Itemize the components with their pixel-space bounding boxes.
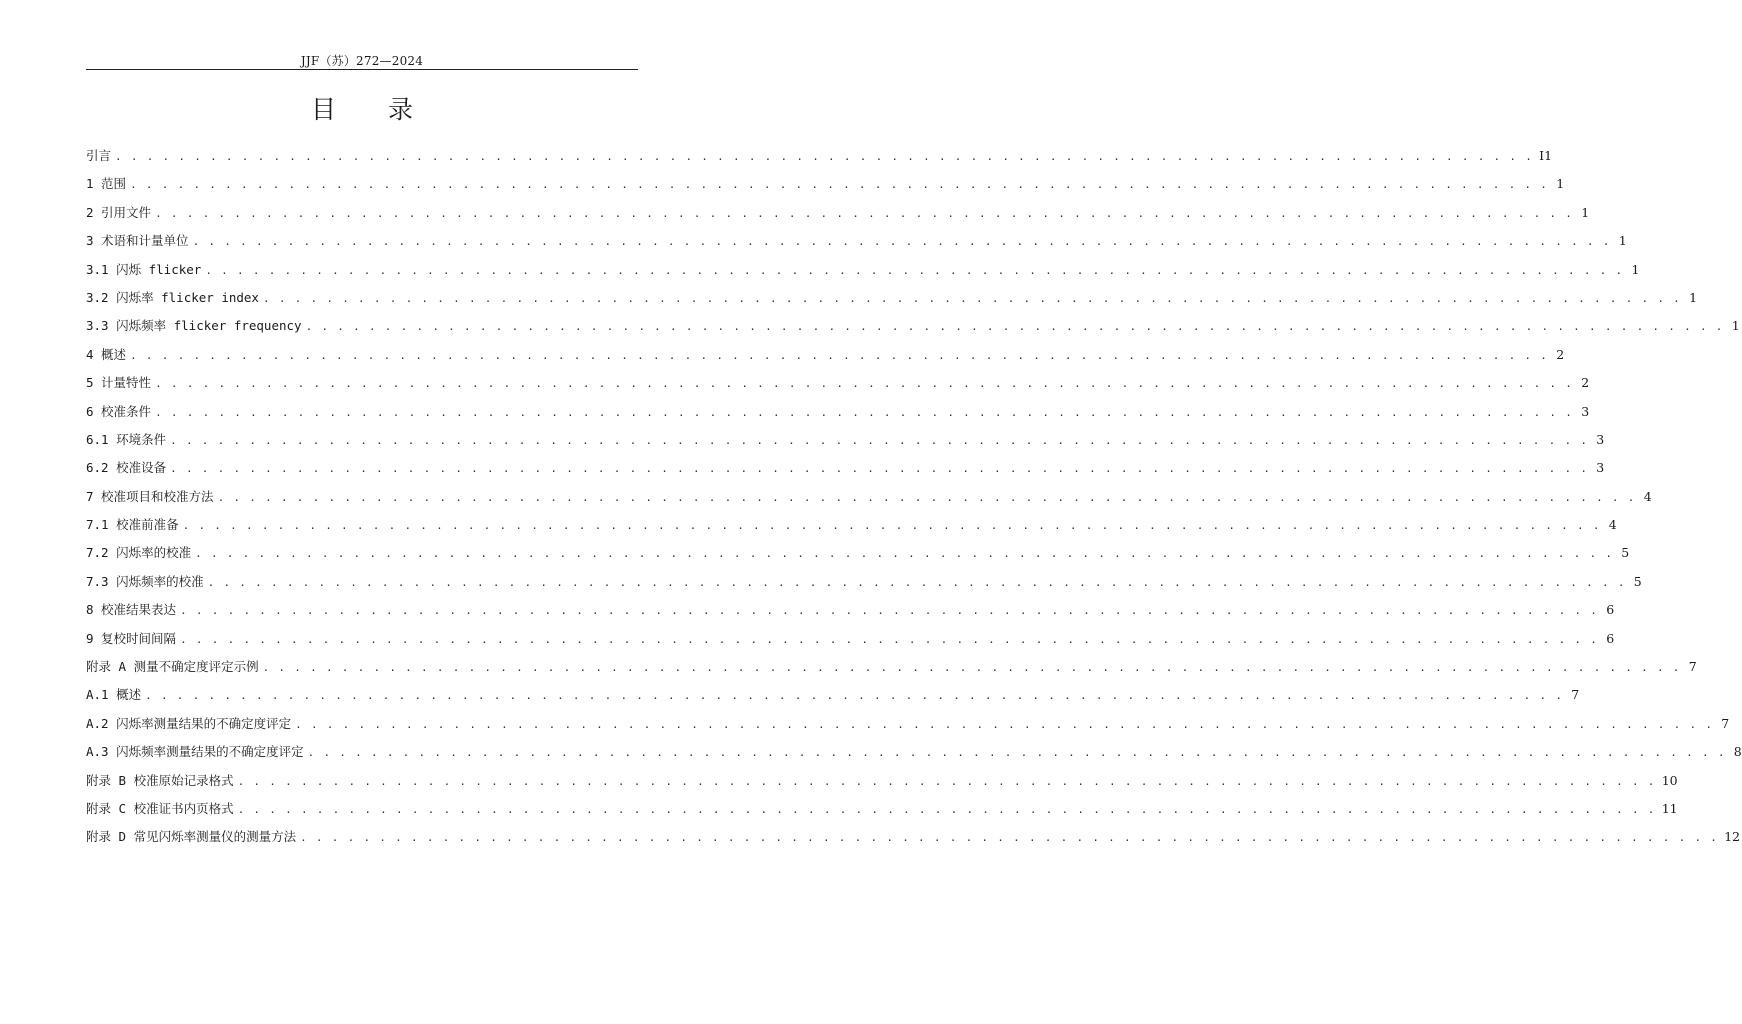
toc-entry[interactable] <box>86 402 1590 430</box>
toc-title <box>86 90 638 126</box>
toc-leader-dots: . . . . . . . . . . . . . . . . . . . . . . . . . . . . . . . . . . . . . . . . . . . . . . . . . . . . . . . . . . . . . . . . . . . . . . . . . . . . . . . . . . . . . . . . . . <box>180 604 1599 618</box>
toc-entry[interactable] <box>86 316 1740 344</box>
toc-leader-dots: . . . . . . . . . . . . . . . . . . . . . . . . . . . . . . . . . . . . . . . . . . . . . . . . . . . . . . . . . . . . . . . . . . . . . . . . . . . . . . . . . . . . . . . . . . <box>182 519 1601 533</box>
toc-entry-label: 3.1 闪烁 flicker <box>86 261 202 277</box>
toc-entry-page-number: 2 <box>1581 375 1590 391</box>
toc-leader-dots: . . . . . . . . . . . . . . . . . . . . . . . . . . . . . . . . . . . . . . . . . . . . . . . . . . . . . . . . . . . . . . . . . . . . . . . . . . . . . . . . . . . . . . . . . . <box>207 575 1626 589</box>
toc-leader-dots: . . . . . . . . . . . . . . . . . . . . . . . . . . . . . . . . . . . . . . . . . . . . . . . . . . . . . . . . . . . . . . . . . . . . . . . . . . . . . . . . . . . . . . . . . . <box>262 291 1682 305</box>
toc-entry-label: 附录 C 校准证书内页格式 <box>86 800 234 816</box>
toc-leader-dots: . . . . . . . . . . . . . . . . . . . . . . . . . . . . . . . . . . . . . . . . . . . . . . . . . . . . . . . . . . . . . . . . . . . . . . . . . . . . . . . . . . . . . . . . . . <box>205 263 1624 277</box>
toc-title-char-2: 录 <box>388 95 414 124</box>
toc-entry-label: 7.2 闪烁率的校准 <box>86 545 192 561</box>
toc-entry[interactable] <box>86 629 1615 657</box>
document-code-header: JJF（苏）272—2024 <box>300 54 424 68</box>
toc-entry-label: 3.2 闪烁率 flicker index <box>86 289 259 305</box>
toc-entry[interactable] <box>86 231 1627 259</box>
toc-leader-dots: . . . . . . . . . . . . . . . . . . . . . . . . . . . . . . . . . . . . . . . . . . . . . . . . . . . . . . . . . . . . . . . . . . . . . . . . . . . . . . . . . . . . . . . . . . <box>305 320 1724 334</box>
toc-leader-dots: . . . . . . . . . . . . . . . . . . . . . . . . . . . . . . . . . . . . . . . . . . . . . . . . . . . . . . . . . . . . . . . . . . . . . . . . . . . . . . . . . . . . . . . . . . <box>237 774 1656 788</box>
toc-leader-dots: . . . . . . . . . . . . . . . . . . . . . . . . . . . . . . . . . . . . . . . . . . . . . . . . . . . . . . . . . . . . . . . . . . . . . . . . . . . . . . . . . . . . . . . . . . <box>300 831 1719 845</box>
toc-entry-page-number: 1 <box>1618 233 1627 249</box>
toc-entry-label: 8 校准结果表达 <box>86 602 177 618</box>
toc-entry-page-number: 11 <box>1661 800 1678 816</box>
toc-leader-dots: . . . . . . . . . . . . . . . . . . . . . . . . . . . . . . . . . . . . . . . . . . . . . . . . . . . . . . . . . . . . . . . . . . . . . . . . . . . . . . . . . . . . . . . . . . <box>155 206 1574 220</box>
toc-entry[interactable] <box>86 742 1742 770</box>
toc-entry-label: 7 校准项目和校准方法 <box>86 488 214 504</box>
toc-entry-label: 附录 A 测量不确定度评定示例 <box>86 659 259 675</box>
toc-entry-page-number: 7 <box>1721 715 1730 731</box>
toc-entry[interactable] <box>86 345 1565 373</box>
toc-entry-label: A.3 闪烁频率测量结果的不确定度评定 <box>86 744 304 760</box>
toc-entry[interactable] <box>86 714 1730 742</box>
toc-entry-page-number: 12 <box>1724 829 1741 845</box>
toc-entry-label: 9 复校时间间隔 <box>86 630 177 646</box>
toc-entry-label: 附录 D 常见闪烁率测量仪的测量方法 <box>86 829 297 845</box>
toc-entry-page-number: 3 <box>1596 431 1605 447</box>
toc-entry[interactable] <box>86 260 1640 288</box>
toc-entry-page-number: 1 <box>1581 204 1590 220</box>
toc-entry-page-number: 1 <box>1731 318 1740 334</box>
toc-entry-page-number: 6 <box>1606 602 1615 618</box>
toc-entry-page-number: 1 <box>1556 176 1565 192</box>
toc-entry-page-number: 7 <box>1571 687 1580 703</box>
toc-leader-dots: . . . . . . . . . . . . . . . . . . . . . . . . . . . . . . . . . . . . . . . . . . . . . . . . . . . . . . . . . . . . . . . . . . . . . . . . . . . . . . . . . . . . . . . . . . <box>295 717 1714 731</box>
toc-entry-page-number: 3 <box>1581 403 1590 419</box>
toc-entry-label: 3 术语和计量单位 <box>86 233 189 249</box>
toc-leader-dots: . . . . . . . . . . . . . . . . . . . . . . . . . . . . . . . . . . . . . . . . . . . . . . . . . . . . . . . . . . . . . . . . . . . . . . . . . . . . . . . . . . . . . . . . . . <box>307 746 1726 760</box>
toc-entry-label: 4 概述 <box>86 346 127 362</box>
toc-entry-page-number: 8 <box>1733 744 1742 760</box>
toc-entry[interactable] <box>86 827 1741 855</box>
toc-entry-page-number: 6 <box>1606 630 1615 646</box>
toc-entry-label: 2 引用文件 <box>86 204 152 220</box>
toc-leader-dots: . . . . . . . . . . . . . . . . . . . . . . . . . . . . . . . . . . . . . . . . . . . . . . . . . . . . . . . . . . . . . . . . . . . . . . . . . . . . . . . . . . . . . . . . . . <box>130 178 1549 192</box>
toc-entry[interactable] <box>86 572 1642 600</box>
toc-leader-dots: . . . . . . . . . . . . . . . . . . . . . . . . . . . . . . . . . . . . . . . . . . . . . . . . . . . . . . . . . . . . . . . . . . . . . . . . . . . . . . . . . . . . . . . . . . <box>217 490 1636 504</box>
toc-entry-page-number: 4 <box>1643 488 1652 504</box>
toc-leader-dots: . . . . . . . . . . . . . . . . . . . . . . . . . . . . . . . . . . . . . . . . . . . . . . . . . . . . . . . . . . . . . . . . . . . . . . . . . . . . . . . . . . . . . . . . . . <box>170 462 1589 476</box>
toc-leader-dots: . . . . . . . . . . . . . . . . . . . . . . . . . . . . . . . . . . . . . . . . . . . . . . . . . . . . . . . . . . . . . . . . . . . . . . . . . . . . . . . . . . . . . . . . . . <box>130 348 1549 362</box>
table-of-contents <box>86 146 1742 856</box>
toc-entry-label: 3.3 闪烁频率 flicker frequency <box>86 318 302 334</box>
toc-entry-label: 6.1 环境条件 <box>86 431 167 447</box>
toc-leader-dots: . . . . . . . . . . . . . . . . . . . . . . . . . . . . . . . . . . . . . . . . . . . . . . . . . . . . . . . . . . . . . . . . . . . . . . . . . . . . . . . . . . . . . . . . . . <box>195 547 1614 561</box>
toc-entry-label: 5 计量特性 <box>86 375 152 391</box>
toc-entry[interactable] <box>86 458 1605 486</box>
toc-entry[interactable] <box>86 430 1605 458</box>
toc-leader-dots: . . . . . . . . . . . . . . . . . . . . . . . . . . . . . . . . . . . . . . . . . . . . . . . . . . . . . . . . . . . . . . . . . . . . . . . . . . . . . . . . . . . . . . . . . . <box>170 433 1589 447</box>
toc-entry[interactable] <box>86 600 1615 628</box>
toc-entry[interactable] <box>86 771 1678 799</box>
toc-leader-dots: . . . . . . . . . . . . . . . . . . . . . . . . . . . . . . . . . . . . . . . . . . . . . . . . . . . . . . . . . . . . . . . . . . . . . . . . . . . . . . . . . . . . . . . . . . <box>155 377 1574 391</box>
toc-leader-dots: . . . . . . . . . . . . . . . . . . . . . . . . . . . . . . . . . . . . . . . . . . . . . . . . . . . . . . . . . . . . . . . . . . . . . . . . . . . . . . . . . . . . . . . . . . <box>115 150 1534 163</box>
toc-leader-dots: . . . . . . . . . . . . . . . . . . . . . . . . . . . . . . . . . . . . . . . . . . . . . . . . . . . . . . . . . . . . . . . . . . . . . . . . . . . . . . . . . . . . . . . . . . <box>237 802 1656 816</box>
toc-entry-page-number: I1 <box>1539 148 1553 163</box>
toc-entry[interactable] <box>86 515 1617 543</box>
toc-entry-label: 7.3 闪烁频率的校准 <box>86 573 204 589</box>
toc-entry-label: 6 校准条件 <box>86 403 152 419</box>
toc-entry-page-number: 5 <box>1621 545 1630 561</box>
toc-entry[interactable] <box>86 373 1590 401</box>
toc-entry[interactable] <box>86 146 1553 174</box>
toc-entry-label: 1 范围 <box>86 176 127 192</box>
toc-title-char-1: 目 <box>310 95 336 124</box>
toc-entry-label: 附录 B 校准原始记录格式 <box>86 772 234 788</box>
header-divider <box>86 69 638 70</box>
toc-entry-page-number: 2 <box>1556 346 1565 362</box>
toc-entry-page-number: 3 <box>1596 460 1605 476</box>
toc-entry[interactable] <box>86 685 1580 713</box>
toc-entry[interactable] <box>86 174 1565 202</box>
toc-entry-page-number: 10 <box>1661 772 1678 788</box>
toc-entry[interactable] <box>86 288 1698 316</box>
toc-entry-page-number: 7 <box>1688 659 1697 675</box>
toc-leader-dots: . . . . . . . . . . . . . . . . . . . . . . . . . . . . . . . . . . . . . . . . . . . . . . . . . . . . . . . . . . . . . . . . . . . . . . . . . . . . . . . . . . . . . . . . . . <box>192 235 1611 249</box>
toc-entry-label: 7.1 校准前准备 <box>86 517 179 533</box>
toc-leader-dots: . . . . . . . . . . . . . . . . . . . . . . . . . . . . . . . . . . . . . . . . . . . . . . . . . . . . . . . . . . . . . . . . . . . . . . . . . . . . . . . . . . . . . . . . . . <box>180 632 1599 646</box>
toc-entry[interactable] <box>86 543 1630 571</box>
toc-leader-dots: . . . . . . . . . . . . . . . . . . . . . . . . . . . . . . . . . . . . . . . . . . . . . . . . . . . . . . . . . . . . . . . . . . . . . . . . . . . . . . . . . . . . . . . . . . <box>155 405 1574 419</box>
toc-entry-label: 引言 <box>86 148 112 163</box>
toc-entry[interactable] <box>86 799 1678 827</box>
toc-entry-label: 6.2 校准设备 <box>86 460 167 476</box>
toc-entry-page-number: 1 <box>1689 289 1698 305</box>
toc-entry[interactable] <box>86 487 1652 515</box>
toc-entry-page-number: 1 <box>1631 261 1640 277</box>
toc-entry-label: A.1 概述 <box>86 687 142 703</box>
toc-leader-dots: . . . . . . . . . . . . . . . . . . . . . . . . . . . . . . . . . . . . . . . . . . . . . . . . . . . . . . . . . . . . . . . . . . . . . . . . . . . . . . . . . . . . . . . . . . <box>262 661 1681 675</box>
toc-entry[interactable] <box>86 203 1590 231</box>
toc-entry-page-number: 4 <box>1608 517 1617 533</box>
toc-entry[interactable] <box>86 657 1697 685</box>
toc-leader-dots: . . . . . . . . . . . . . . . . . . . . . . . . . . . . . . . . . . . . . . . . . . . . . . . . . . . . . . . . . . . . . . . . . . . . . . . . . . . . . . . . . . . . . . . . . . <box>145 689 1564 703</box>
toc-entry-page-number: 5 <box>1633 573 1642 589</box>
toc-entry-label: A.2 闪烁率测量结果的不确定度评定 <box>86 715 292 731</box>
